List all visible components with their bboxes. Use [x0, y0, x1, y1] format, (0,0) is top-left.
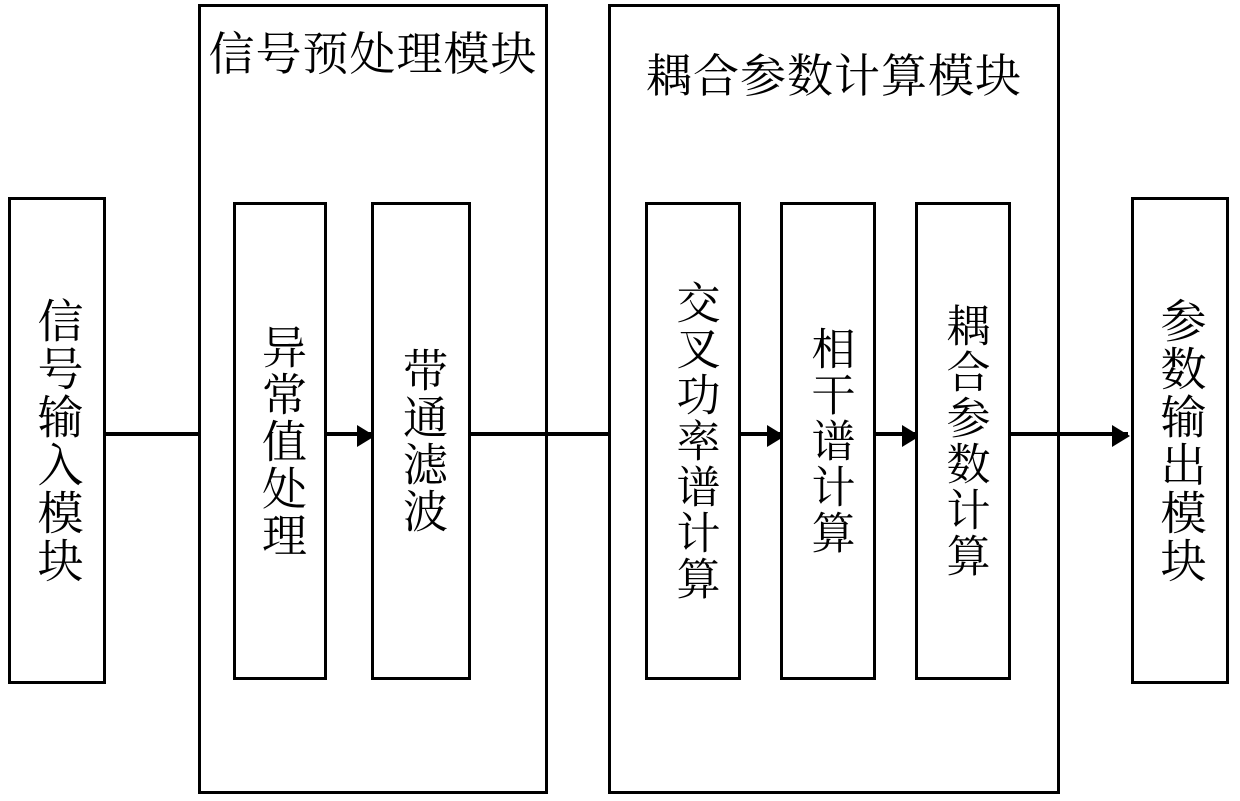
node-signal-input-label: 信号输入模块: [30, 296, 85, 585]
node-parameter-output: [1131, 197, 1229, 684]
node-cross-power-spectrum-label: 交叉功率谱计算: [668, 280, 720, 602]
arrow-coupling-to-output: [1011, 432, 1128, 436]
arrow-outlier-to-bandpass: [327, 432, 373, 436]
node-coupling-parameter-calc: [915, 202, 1011, 680]
node-outlier-handling-label: 异常值处理: [253, 323, 307, 559]
node-bandpass-filter: [371, 202, 471, 680]
group-signal-preprocess-label: 信号预处理模块: [208, 27, 538, 81]
group-coupling-calc-label: 耦合参数计算模块: [646, 49, 1022, 103]
node-coupling-parameter-calc-label: 耦合参数计算: [938, 303, 990, 579]
node-cross-power-spectrum: [645, 202, 741, 680]
arrow-coherence-to-coupling-param: [876, 432, 918, 436]
node-parameter-output-label: 参数输出模块: [1153, 296, 1208, 585]
arrow-crosspower-to-coherence: [741, 432, 783, 436]
node-coherence-spectrum: [780, 202, 876, 680]
node-coherence-spectrum-label: 相干谱计算: [803, 326, 855, 556]
node-outlier-handling: [233, 202, 327, 680]
node-signal-input: [8, 197, 106, 684]
node-bandpass-filter-label: 带通滤波: [394, 347, 448, 535]
